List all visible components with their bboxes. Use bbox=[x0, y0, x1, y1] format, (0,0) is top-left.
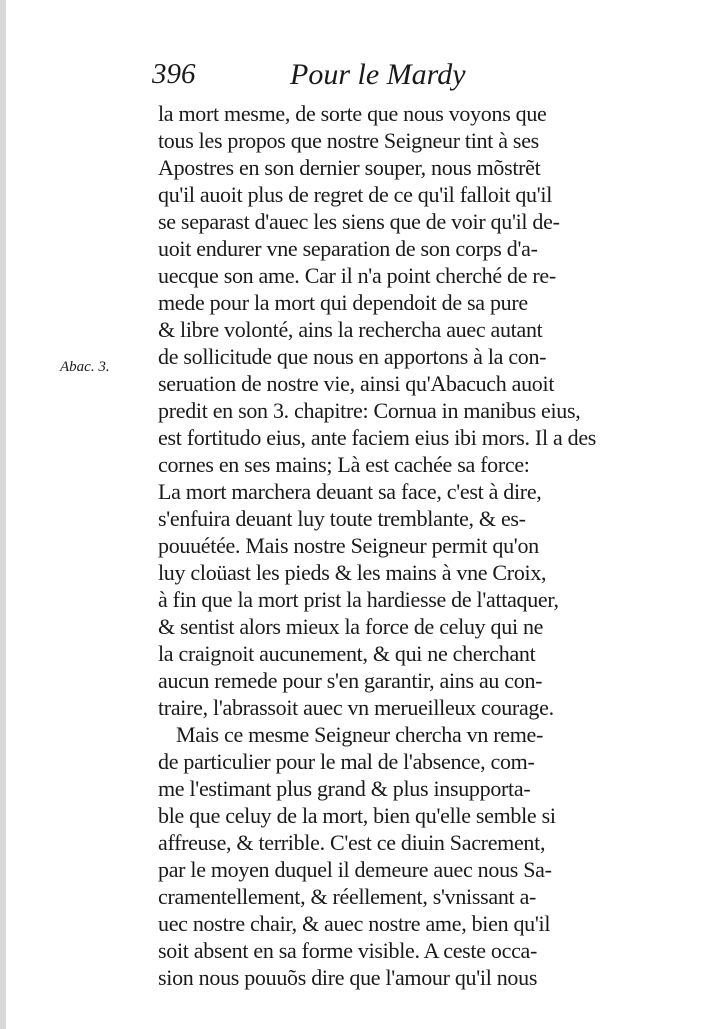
text-line: sion nous pouuõs dire que l'amour qu'il nous bbox=[158, 965, 538, 990]
text-line: uec nostre chair, & auec nostre ame, bien qu'il bbox=[158, 911, 551, 936]
text-line: cramentellement, & réellement, s'vnissant a- bbox=[158, 884, 537, 909]
text-line: ble que celuy de la mort, bien qu'elle semble si bbox=[158, 803, 556, 828]
text-line: La mort marchera deuant sa face, c'est à dire, bbox=[158, 479, 542, 504]
text-line: tous les propos que nostre Seigneur tint à ses bbox=[158, 128, 539, 153]
text-line: de sollicitude que nous en apportons à la con- bbox=[158, 344, 547, 369]
body-text bbox=[158, 100, 597, 991]
scan-edge bbox=[0, 0, 6, 1029]
text-line: à fin que la mort prist la hardiesse de l'attaquer, bbox=[158, 587, 559, 612]
text-line: soit absent en sa forme visible. A ceste occa- bbox=[158, 938, 538, 963]
margin-note: Abac. 3. bbox=[60, 359, 110, 375]
text-line: predit en son 3. chapitre: Cornua in manibus eius, bbox=[158, 398, 581, 423]
page-number: 396 bbox=[152, 58, 196, 90]
text-line: & sentist alors mieux la force de celuy qui ne bbox=[158, 614, 544, 639]
text-line: la craignoit aucunement, & qui ne cherchant bbox=[158, 641, 536, 666]
text-line: & libre volonté, ains la rechercha auec autant bbox=[158, 317, 543, 342]
text-line: uoit endurer vne separation de son corps d'a- bbox=[158, 236, 538, 261]
text-line: traire, l'abrassoit auec vn merueilleux courage. bbox=[158, 695, 554, 720]
paragraph-start-line: Mais ce mesme Seigneur chercha vn reme- bbox=[176, 722, 544, 747]
text-line: la mort mesme, de sorte que nous voyons que bbox=[158, 101, 547, 126]
running-title: Pour le Mardy bbox=[290, 58, 466, 91]
text-line: seruation de nostre vie, ainsi qu'Abacuch auoit bbox=[158, 371, 555, 396]
text-line: s'enfuira deuant luy toute tremblante, & es- bbox=[158, 506, 526, 531]
text-line: Apostres en son dernier souper, nous mõstrẽt bbox=[158, 155, 541, 180]
text-line: est fortitudo eius, ante faciem eius ibi mors. Il a des bbox=[158, 425, 597, 450]
text-line: se separast d'auec les siens que de voir qu'il de- bbox=[158, 209, 560, 234]
text-line: mede pour la mort qui dependoit de sa pure bbox=[158, 290, 528, 315]
text-line: me l'estimant plus grand & plus insupporta- bbox=[158, 776, 531, 801]
text-line: qu'il auoit plus de regret de ce qu'il falloit qu'il bbox=[158, 182, 553, 207]
text-line: aucun remede pour s'en garantir, ains au con- bbox=[158, 668, 543, 693]
page-header bbox=[152, 58, 572, 98]
text-line: affreuse, & terrible. C'est ce diuin Sacrement, bbox=[158, 830, 546, 855]
text-line: pouuétée. Mais nostre Seigneur permit qu'on bbox=[158, 533, 539, 558]
text-line: de particulier pour le mal de l'absence, com- bbox=[158, 749, 535, 774]
text-line: uecque son ame. Car il n'a point cherché de re- bbox=[158, 263, 556, 288]
text-line: par le moyen duquel il demeure auec nous Sa- bbox=[158, 857, 552, 882]
text-line: luy cloüast les pieds & les mains à vne Croix, bbox=[158, 560, 547, 585]
text-line: cornes en ses mains; Là est cachée sa force: bbox=[158, 452, 530, 477]
